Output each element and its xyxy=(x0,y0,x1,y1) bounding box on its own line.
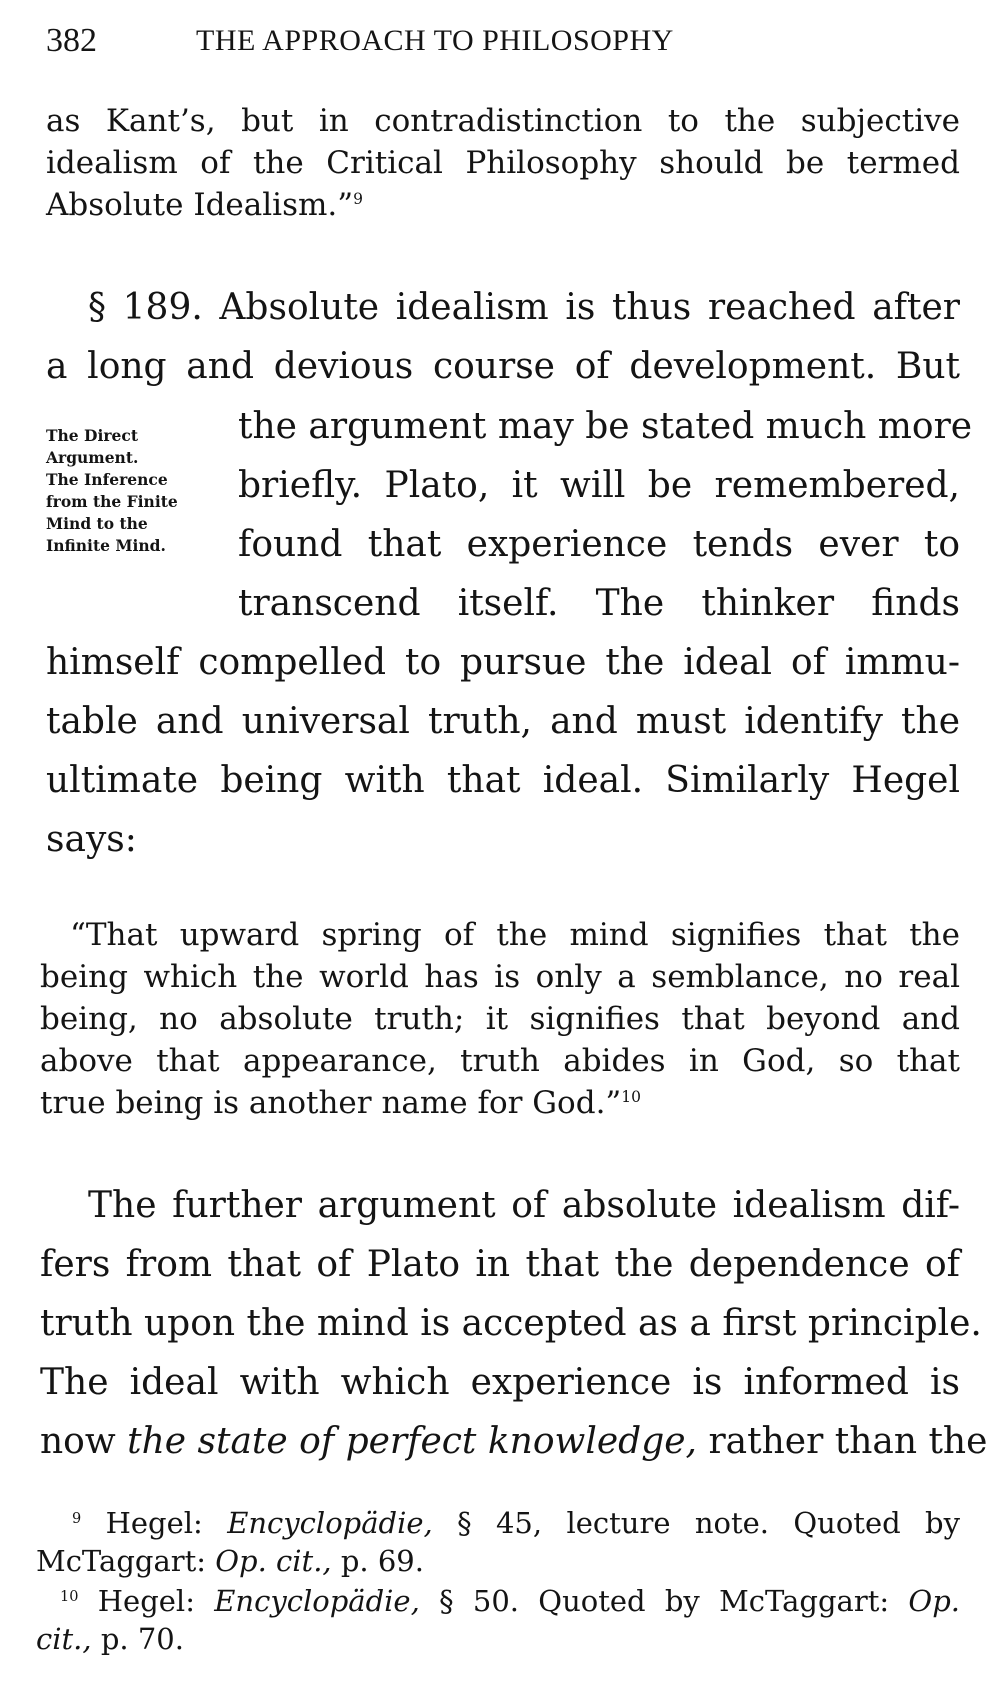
running-head: THE APPROACH TO PHILOSOPHY xyxy=(196,24,674,57)
sidenote-line-1: The Direct xyxy=(46,426,139,445)
quote-line-5: true being is another name for God.”$^{10}$ xyxy=(40,1085,641,1121)
further-line-2: fers from that of Plato in that the dependence of xyxy=(40,1244,960,1285)
carryover-line-1: as Kant’s, but in contradistinction to the subjective xyxy=(46,103,960,139)
section-line-3: the argument may be stated much more xyxy=(238,406,973,447)
quote-line-4: above that appearance, truth abides in God, so that xyxy=(40,1043,960,1079)
footnote-ref-9: 9 xyxy=(353,190,363,209)
further-line-1: The further argument of absolute idealism dif- xyxy=(88,1185,960,1226)
quote-line-2: being which the world has is only a semblance, no real xyxy=(40,959,960,995)
carryover-line-3: Absolute Idealism.”$^9$ xyxy=(46,187,363,223)
footnote-10-line-1: $^{10}$ Hegel: Encyclopädie, § 50. Quoted by McTaggart: Op. xyxy=(60,1584,960,1618)
section-line-4: briefly. Plato, it will be remembered, xyxy=(238,465,960,506)
section-line-1: § 189. Absolute idealism is thus reached after xyxy=(88,287,960,328)
section-line-6: transcend itself. The thinker finds xyxy=(238,583,960,624)
section-line-2: a long and devious course of development. But xyxy=(46,346,960,387)
section-line-8: table and universal truth, and must identify the xyxy=(46,701,960,742)
section-line-10: says: xyxy=(46,819,137,860)
sidenote-line-4: from the Finite xyxy=(46,492,178,511)
quote-line-1: “That upward spring of the mind signifies that the xyxy=(70,917,960,953)
sidenote-line-6: Infinite Mind. xyxy=(46,536,166,555)
footnote-10-line-2: cit., p. 70. xyxy=(36,1622,184,1656)
page-number: 382 xyxy=(46,22,97,59)
margin-sidenote xyxy=(46,425,236,557)
sidenote-line-3: The Inference xyxy=(46,470,168,489)
further-line-4: The ideal with which experience is informed is xyxy=(40,1362,960,1403)
quote-line-3: being, no absolute truth; it signifies that beyond and xyxy=(40,1001,960,1037)
further-line-3: truth upon the mind is accepted as a first principle. xyxy=(40,1303,982,1344)
sidenote-line-2: Argument. xyxy=(46,448,139,467)
footnote-9-line-2: McTaggart: Op. cit., p. 69. xyxy=(36,1544,424,1578)
sidenote-line-5: Mind to the xyxy=(46,514,148,533)
section-line-5: found that experience tends ever to xyxy=(238,524,960,565)
footnote-ref-10: 10 xyxy=(621,1088,641,1107)
section-line-7: himself compelled to pursue the ideal of immu- xyxy=(46,642,960,683)
section-line-9: ultimate being with that ideal. Similarly Hegel xyxy=(46,760,960,801)
page-header xyxy=(46,22,960,72)
carryover-line-2: idealism of the Critical Philosophy should be termed xyxy=(46,145,960,181)
further-line-5: now the state of perfect knowledge, rather than the xyxy=(40,1421,988,1462)
footnote-9-line-1: $^9$ Hegel: Encyclopädie, § 45, lecture note. Quoted by xyxy=(72,1506,960,1540)
